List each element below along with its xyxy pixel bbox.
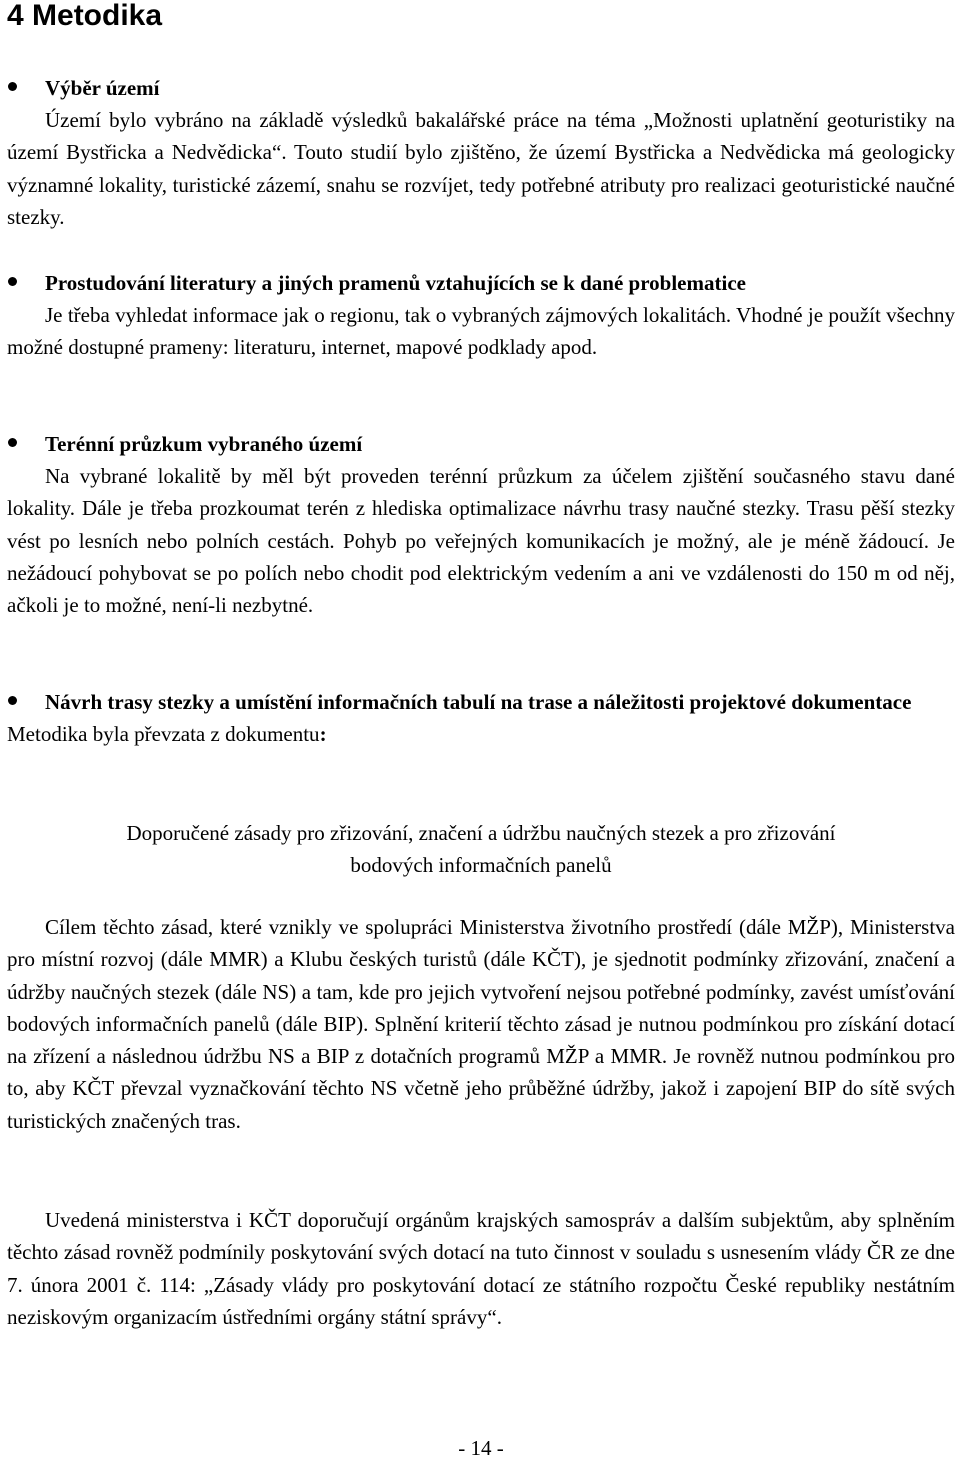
intro-text: Metodika byla převzata z dokumentu	[7, 722, 320, 746]
section-terenni-pruzkum	[7, 428, 955, 621]
section-vyber-uzemi	[7, 72, 955, 233]
section-navrh-trasy	[7, 686, 955, 750]
bullet-icon	[8, 277, 17, 286]
section-heading: Návrh trasy stezky a umístění informačních tabulí na trase a náležitosti projektové dokumentace	[45, 690, 912, 714]
paragraph-cilem	[7, 911, 955, 1137]
section-literatura	[7, 267, 955, 364]
section-heading: Výběr území	[45, 76, 160, 100]
section-body: Území bylo vybráno na základě výsledků bakalářské práce na téma „Možnosti uplatnění geoturistiky na území Bystřicka a Nedvědicka“. Touto studií bylo zjištěno, že území Bystřicka a Nedvědicka má geologicky významné lokality, turistické zázemí, snahu se rozvíjet, tedy potřebné atributy pro realizaci geoturistické naučné stezky.	[7, 108, 955, 229]
document-title	[7, 817, 955, 882]
paragraph-text: Uvedená ministerstva i KČT doporučují orgánům krajských samospráv a dalším subjektům, aby splněním těchto zásad rovněž podmínily poskytování svých dotací na tuto činnost v souladu s usnesením vlády ČR ze dne 7. února 2001 č. 114: „Zásady vlády pro poskytování dotací ze státního rozpočtu České republiky nestátním neziskovým organizacím ústředními orgány státní správy“.	[7, 1208, 955, 1329]
section-body: Na vybrané lokalitě by měl být proveden terénní průzkum za účelem zjištění současného stavu dané lokality. Dále je třeba prozkoumat terén z hlediska optimalizace návrhu trasy naučné stezky. Trasu pěší stezky vést po lesních nebo polních cestách. Pohyb po veřejných komunikacích je možný, ale je méně žádoucí. Je nežádoucí pohybovat se po polích nebo chodit pod elektrickým vedením a ani ve vzdálenosti do 150 m od něj, ačkoli je to možné, není-li nezbytné.	[7, 464, 955, 618]
section-heading: Terénní průzkum vybraného území	[45, 432, 363, 456]
paragraph-text: Cílem těchto zásad, které vznikly ve spolupráci Ministerstva životního prostředí (dále MŽP), Ministerstva pro místní rozvoj (dále MMR) a Klubu českých turistů (dále KČT), je sjednotit podmínky zřizování, značení a údržby naučných stezek (dále NS) a tam, kde pro jejich vytvoření nejsou potřebné podmínky, zavést umísťování bodových informačních panelů (dále BIP). Splnění kriterií těchto zásad je nutnou podmínkou pro získání dotací na zřízení a následnou údržbu NS a BIP z dotačních programů MŽP a MMR. Je rovněž nutnou podmínkou pro to, aby KČT převzal vyznačkování těchto NS včetně jeho průběžné údržby, jakož i zapojení BIP do sítě svých turistických značených tras.	[7, 915, 955, 1133]
bullet-icon	[8, 82, 17, 91]
section-body: Je třeba vyhledat informace jak o regionu, tak o vybraných zájmových lokalitách. Vhodné je použít všechny možné dostupné prameny: literaturu, internet, mapové podklady apod.	[7, 303, 955, 360]
section-intro	[7, 718, 955, 750]
document-title-line2: bodových informačních panelů	[350, 853, 612, 878]
intro-colon: :	[319, 722, 327, 746]
bullet-icon	[8, 438, 17, 447]
page-number: - 14 -	[458, 1436, 504, 1460]
document-title-line1: Doporučené zásady pro zřizování, značení a údržbu naučných stezek a pro zřizování	[126, 821, 836, 845]
chapter-title: 4 Metodika	[7, 0, 163, 32]
paragraph-uvedena	[7, 1204, 955, 1333]
bullet-icon	[8, 696, 17, 705]
section-heading: Prostudování literatury a jiných pramenů vztahujících se k dané problematice	[45, 271, 746, 295]
